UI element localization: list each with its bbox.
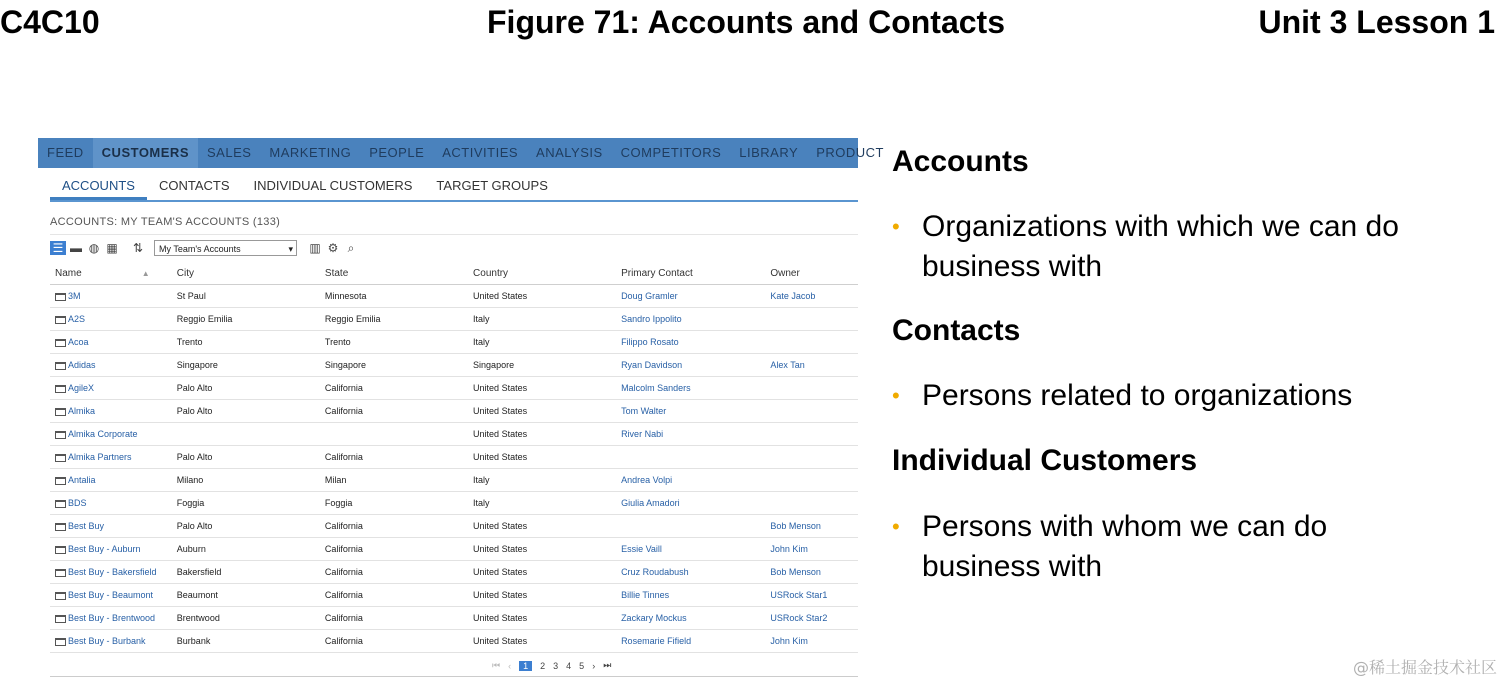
cell-text: Antalia <box>68 475 96 485</box>
table-row[interactable] <box>50 607 858 630</box>
cell-state <box>320 630 468 653</box>
table-row[interactable] <box>50 630 858 653</box>
cell-text: Zackary Mockus <box>621 613 687 623</box>
cell-primary-contact[interactable] <box>616 561 765 584</box>
account-icon <box>55 500 66 508</box>
cell-text: Reggio Emilia <box>176 314 233 324</box>
heading-accounts: Accounts <box>892 145 1029 178</box>
bullet-accounts <box>892 207 1452 287</box>
cell-name[interactable] <box>50 630 172 653</box>
cell-name[interactable] <box>50 400 172 423</box>
cell-text: Italy <box>473 337 490 347</box>
cell-primary-contact[interactable] <box>616 423 765 446</box>
table-row[interactable] <box>50 400 858 423</box>
account-icon <box>55 431 66 439</box>
bullet-text: Persons with whom we can do business with <box>922 510 1328 583</box>
sub-tabs <box>50 172 858 202</box>
cell-state <box>320 331 468 354</box>
cell-text: Burbank <box>176 636 211 646</box>
cell-owner[interactable] <box>765 515 858 538</box>
cell-name[interactable] <box>50 354 172 377</box>
cell-name[interactable] <box>50 308 172 331</box>
table-row[interactable] <box>50 538 858 561</box>
page-button-1[interactable]: 1 <box>519 661 532 671</box>
cell-text: Adidas <box>68 360 96 370</box>
cell-owner <box>765 492 858 515</box>
tab-individual-customers[interactable]: INDIVIDUAL CUSTOMERS <box>253 178 413 193</box>
cell-city <box>172 354 320 377</box>
cell-text: Palo Alto <box>176 406 213 416</box>
column-header-owner[interactable] <box>765 262 858 285</box>
account-icon <box>55 293 66 301</box>
cell-text: California <box>324 406 363 416</box>
account-icon <box>55 339 66 347</box>
cell-primary-contact[interactable] <box>616 607 765 630</box>
cell-country <box>468 492 616 515</box>
cell-text: A2S <box>68 314 86 324</box>
compact-view-icon[interactable]: ▬ <box>70 241 82 255</box>
cell-text: Tom Walter <box>621 406 667 416</box>
cell-country <box>468 469 616 492</box>
cell-text: Billie Tinnes <box>621 590 670 600</box>
table-row[interactable] <box>50 423 858 446</box>
cell-owner[interactable] <box>765 561 858 584</box>
cell-text: St Paul <box>176 291 206 301</box>
cell-text: United States <box>473 613 528 623</box>
cell-city <box>172 400 320 423</box>
cell-primary-contact[interactable] <box>616 469 765 492</box>
bullet-individual-customers <box>892 507 1452 587</box>
cell-text: John Kim <box>770 636 808 646</box>
tab-accounts[interactable]: ACCOUNTS <box>50 172 147 200</box>
cell-text: Cruz Roudabush <box>621 567 689 577</box>
nav-item-product[interactable]: PRODUCT <box>816 145 884 160</box>
cell-text: United States <box>473 452 528 462</box>
cell-country <box>468 331 616 354</box>
cell-text: Andrea Volpi <box>621 475 673 485</box>
cell-country <box>468 377 616 400</box>
cell-city <box>172 515 320 538</box>
chevron-down-icon: ▾ <box>288 244 293 254</box>
cell-text: Bob Menson <box>770 567 821 577</box>
globe-icon[interactable]: ◍ <box>88 241 100 255</box>
column-header-state[interactable] <box>320 262 468 285</box>
table-row[interactable] <box>50 285 858 308</box>
cell-state <box>320 584 468 607</box>
table-row[interactable] <box>50 331 858 354</box>
cell-owner[interactable] <box>765 354 858 377</box>
account-icon <box>55 523 66 531</box>
cell-text: United States <box>473 521 528 531</box>
cell-state <box>320 423 468 446</box>
cell-primary-contact[interactable] <box>616 492 765 515</box>
cell-country <box>468 400 616 423</box>
cell-text: California <box>324 590 363 600</box>
last-page-icon[interactable]: ⏭ <box>603 660 612 670</box>
cell-state <box>320 400 468 423</box>
cell-text: United States <box>473 429 528 439</box>
cell-text: Kate Jacob <box>770 291 816 301</box>
column-label: State <box>324 267 349 279</box>
sort-ascending-icon[interactable]: ▲ <box>141 268 150 278</box>
cell-text: Beaumont <box>176 590 218 600</box>
cell-text: United States <box>473 590 528 600</box>
cell-text: Giulia Amadori <box>621 498 680 508</box>
table-row[interactable] <box>50 354 858 377</box>
account-icon <box>55 408 66 416</box>
cell-city <box>172 630 320 653</box>
account-icon <box>55 638 66 646</box>
table-row[interactable] <box>50 584 858 607</box>
first-page-icon[interactable]: ⏮ <box>492 660 501 670</box>
cell-text: Doug Gramler <box>621 291 678 301</box>
column-header-primary-contact[interactable] <box>616 262 765 285</box>
watermark: @稀土掘金技术社区 <box>1352 658 1497 677</box>
account-icon <box>55 316 66 324</box>
column-header-city[interactable] <box>172 262 320 285</box>
bullet-text: Organizations with which we can do business with <box>922 210 1399 283</box>
sort-icon[interactable]: ⇅ <box>132 241 144 255</box>
cell-text: Singapore <box>176 360 218 370</box>
figure-title: Figure 71: Accounts and Contacts <box>487 4 1005 40</box>
column-label: Owner <box>770 267 800 279</box>
cell-primary-contact <box>616 515 765 538</box>
account-icon <box>55 477 66 485</box>
cell-owner[interactable] <box>765 584 858 607</box>
table-row[interactable] <box>50 561 858 584</box>
table-header <box>50 262 858 285</box>
column-header-country[interactable] <box>468 262 616 285</box>
cell-city <box>172 561 320 584</box>
cell-city <box>172 446 320 469</box>
cell-name[interactable] <box>50 584 172 607</box>
cell-owner <box>765 469 858 492</box>
divider <box>50 676 858 677</box>
cell-text: California <box>324 521 363 531</box>
cell-text: Auburn <box>176 544 206 554</box>
cell-text: Bakersfield <box>176 567 222 577</box>
cell-city <box>172 607 320 630</box>
nav-item-library[interactable]: LIBRARY <box>739 145 799 160</box>
cell-text: AgileX <box>68 383 95 393</box>
cell-text: Italy <box>473 498 490 508</box>
account-icon <box>55 592 66 600</box>
cell-text: Best Buy - Burbank <box>68 636 146 646</box>
cell-text: 3M <box>68 291 81 301</box>
cell-owner[interactable] <box>765 630 858 653</box>
cell-text: Alex Tan <box>770 360 805 370</box>
account-icon <box>55 454 66 462</box>
page-button-4[interactable]: 4 <box>566 660 572 671</box>
cell-text: USRock Star2 <box>770 613 828 623</box>
cell-name[interactable] <box>50 285 172 308</box>
cell-state <box>320 492 468 515</box>
cell-primary-contact[interactable] <box>616 354 765 377</box>
cell-text: United States <box>473 383 528 393</box>
list-toolbar <box>50 234 858 261</box>
account-icon <box>55 569 66 577</box>
cell-state <box>320 377 468 400</box>
cell-text: California <box>324 383 363 393</box>
cell-country <box>468 446 616 469</box>
cell-text: Bob Menson <box>770 521 821 531</box>
page-button-5[interactable]: 5 <box>579 660 585 671</box>
cell-text: Best Buy <box>68 521 105 531</box>
cell-city <box>172 285 320 308</box>
cell-text: Singapore <box>324 360 366 370</box>
cell-country <box>468 308 616 331</box>
cell-name[interactable] <box>50 607 172 630</box>
cell-text: Foggia <box>324 498 353 508</box>
cell-primary-contact[interactable] <box>616 285 765 308</box>
tile-view-icon[interactable]: ▦ <box>106 241 118 255</box>
cell-primary-contact[interactable] <box>616 630 765 653</box>
column-label: City <box>176 267 195 279</box>
cell-text: United States <box>473 291 528 301</box>
table-row[interactable] <box>50 469 858 492</box>
cell-name[interactable] <box>50 469 172 492</box>
cell-state <box>320 607 468 630</box>
cell-text: River Nabi <box>621 429 664 439</box>
cell-text: Italy <box>473 314 490 324</box>
cell-text: Malcolm Sanders <box>621 383 691 393</box>
cell-owner[interactable] <box>765 607 858 630</box>
cell-owner <box>765 308 858 331</box>
cell-text: United States <box>473 636 528 646</box>
table-row[interactable] <box>50 515 858 538</box>
cell-city <box>172 584 320 607</box>
pager <box>488 660 615 671</box>
cell-name[interactable] <box>50 515 172 538</box>
cell-city <box>172 492 320 515</box>
page-button-2[interactable]: 2 <box>540 660 546 671</box>
cell-text: Almika Corporate <box>68 429 138 439</box>
account-icon <box>55 385 66 393</box>
tab-contacts[interactable]: CONTACTS <box>158 178 230 193</box>
cell-text: Palo Alto <box>176 452 213 462</box>
account-icon <box>55 362 66 370</box>
cell-text: United States <box>473 544 528 554</box>
cell-owner <box>765 446 858 469</box>
cell-name[interactable] <box>50 423 172 446</box>
cell-text: Ryan Davidson <box>621 360 683 370</box>
cell-text: California <box>324 613 363 623</box>
cell-text: Almika Partners <box>68 452 132 462</box>
cell-text: Sandro Ippolito <box>621 314 682 324</box>
cell-primary-contact[interactable] <box>616 400 765 423</box>
bullet-contacts <box>892 376 1452 416</box>
cell-country <box>468 423 616 446</box>
list-title: ACCOUNTS: MY TEAM'S ACCOUNTS (133) <box>50 216 281 228</box>
cell-owner <box>765 377 858 400</box>
cell-text: Minnesota <box>324 291 367 301</box>
cell-country <box>468 515 616 538</box>
cell-text: United States <box>473 406 528 416</box>
cell-city <box>172 469 320 492</box>
account-icon <box>55 546 66 554</box>
nav-item-people[interactable]: PEOPLE <box>369 145 425 160</box>
cell-country <box>468 538 616 561</box>
cell-state <box>320 515 468 538</box>
cell-state <box>320 469 468 492</box>
cell-primary-contact[interactable] <box>616 538 765 561</box>
list-view-icon[interactable]: ☰ <box>50 241 66 255</box>
cell-text: BDS <box>68 498 87 508</box>
cell-text: Milan <box>324 475 347 485</box>
cell-primary-contact[interactable] <box>616 308 765 331</box>
cell-name[interactable] <box>50 561 172 584</box>
heading-contacts: Contacts <box>892 314 1021 347</box>
cell-text: Foggia <box>176 498 205 508</box>
cell-owner <box>765 400 858 423</box>
top-navigation <box>38 138 884 168</box>
cell-owner <box>765 331 858 354</box>
cell-country <box>468 561 616 584</box>
cell-text: Essie Vaill <box>621 544 662 554</box>
cell-text: Rosemarie Fifield <box>621 636 692 646</box>
cell-text: Trento <box>324 337 351 347</box>
column-label: Country <box>473 267 509 279</box>
cell-text: California <box>324 544 363 554</box>
cell-text: Best Buy - Brentwood <box>68 613 156 623</box>
tab-target-groups[interactable]: TARGET GROUPS <box>436 178 548 193</box>
cell-text: John Kim <box>770 544 808 554</box>
columns-icon[interactable]: ▥ <box>309 241 321 255</box>
table-row[interactable] <box>50 492 858 515</box>
cell-text: California <box>324 452 363 462</box>
cell-text: Italy <box>473 475 490 485</box>
cell-text: Best Buy - Auburn <box>68 544 141 554</box>
cell-text: Filippo Rosato <box>621 337 679 347</box>
nav-item-customers[interactable]: CUSTOMERS <box>93 138 198 168</box>
settings-icon[interactable]: ⚙ <box>327 241 339 255</box>
table-row[interactable] <box>50 308 858 331</box>
nav-item-activities[interactable]: ACTIVITIES <box>442 145 519 160</box>
cell-country <box>468 607 616 630</box>
prev-page-icon[interactable]: ‹ <box>508 660 512 671</box>
cell-text: Palo Alto <box>176 383 213 393</box>
cell-city <box>172 423 320 446</box>
cell-text: Brentwood <box>176 613 220 623</box>
cell-city <box>172 331 320 354</box>
cell-owner[interactable] <box>765 538 858 561</box>
column-label: Primary Contact <box>621 267 693 279</box>
cell-state <box>320 538 468 561</box>
cell-city <box>172 377 320 400</box>
course-code: C4C10 <box>0 4 100 40</box>
cell-text: Palo Alto <box>176 521 213 531</box>
search-icon[interactable]: ⌕ <box>347 240 355 255</box>
bullet-icon: • <box>892 214 900 239</box>
bullet-text: Persons related to organizations <box>922 379 1353 412</box>
cell-text: Best Buy - Beaumont <box>68 590 154 600</box>
cell-text: Trento <box>176 337 203 347</box>
heading-individual-customers: Individual Customers <box>892 444 1198 477</box>
cell-name[interactable] <box>50 377 172 400</box>
next-page-icon[interactable]: › <box>592 660 596 671</box>
cell-state <box>320 561 468 584</box>
cell-primary-contact[interactable] <box>616 584 765 607</box>
nav-item-analysis[interactable]: ANALYSIS <box>536 145 603 160</box>
cell-primary-contact[interactable] <box>616 331 765 354</box>
cell-text: USRock Star1 <box>770 590 828 600</box>
bullet-icon: • <box>892 514 900 539</box>
cell-country <box>468 584 616 607</box>
nav-item-sales[interactable]: SALES <box>207 145 252 160</box>
column-label: Name <box>55 267 82 279</box>
cell-text: Reggio Emilia <box>324 314 381 324</box>
cell-owner <box>765 423 858 446</box>
cell-name[interactable] <box>50 538 172 561</box>
cell-state <box>320 354 468 377</box>
nav-item-feed[interactable]: FEED <box>47 145 84 160</box>
cell-state <box>320 446 468 469</box>
bullet-icon: • <box>892 383 900 408</box>
account-icon <box>55 615 66 623</box>
cell-name[interactable] <box>50 446 172 469</box>
cell-primary-contact <box>616 446 765 469</box>
app-screenshot <box>38 138 884 680</box>
cell-text: Almika <box>68 406 96 416</box>
cell-owner[interactable] <box>765 285 858 308</box>
table-row[interactable] <box>50 377 858 400</box>
cell-state <box>320 285 468 308</box>
unit-lesson: Unit 3 Lesson 1 <box>1258 4 1495 40</box>
page-button-3[interactable]: 3 <box>553 660 559 671</box>
cell-name[interactable] <box>50 492 172 515</box>
cell-country <box>468 285 616 308</box>
view-select[interactable] <box>154 240 297 256</box>
cell-text: United States <box>473 567 528 577</box>
cell-text: Best Buy - Bakersfield <box>68 567 157 577</box>
cell-text: Singapore <box>473 360 515 370</box>
cell-city <box>172 538 320 561</box>
cell-city <box>172 308 320 331</box>
accounts-table <box>50 262 858 653</box>
cell-text: Acoa <box>68 337 89 347</box>
cell-country <box>468 354 616 377</box>
view-select-value: My Team's Accounts <box>159 244 241 254</box>
column-header-name[interactable] <box>50 262 172 285</box>
cell-primary-contact[interactable] <box>616 377 765 400</box>
cell-text: Milano <box>176 475 204 485</box>
cell-text: California <box>324 636 363 646</box>
cell-state <box>320 308 468 331</box>
cell-text: California <box>324 567 363 577</box>
cell-country <box>468 630 616 653</box>
cell-name[interactable] <box>50 331 172 354</box>
nav-item-marketing[interactable]: MARKETING <box>269 145 352 160</box>
table-row[interactable] <box>50 446 858 469</box>
nav-item-competitors[interactable]: COMPETITORS <box>620 145 722 160</box>
